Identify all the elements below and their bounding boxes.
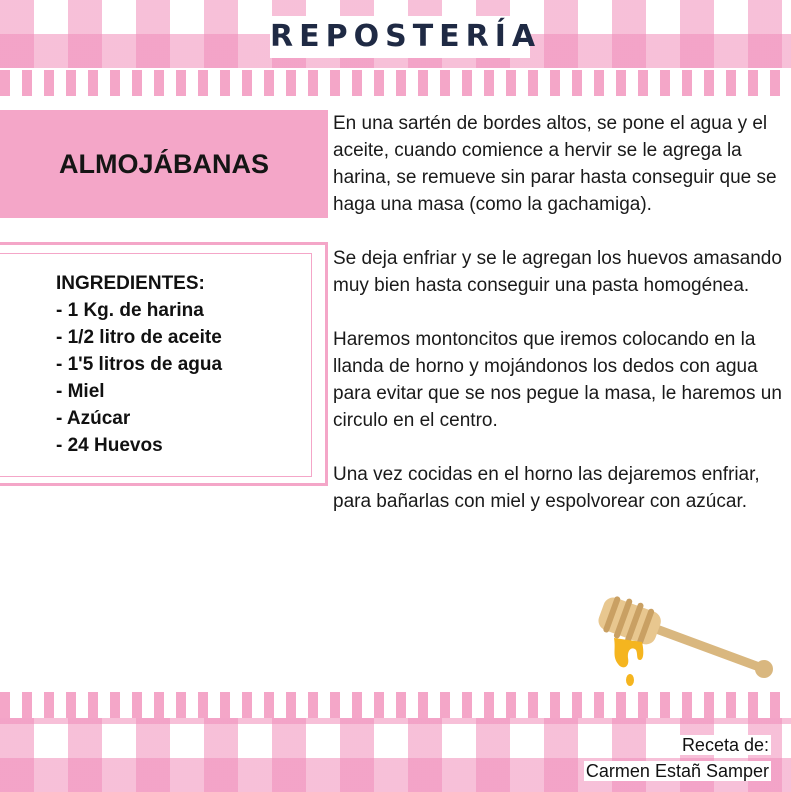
step-paragraph: En una sartén de bordes altos, se pone el agua y el aceite, cuando comience a hervir se le agrega la harina, se remueve sin parar hasta conseguir que se haga una masa (como la gachamiga).: [333, 113, 777, 215]
striped-border-top: [0, 70, 791, 96]
striped-border-bottom: [0, 692, 791, 718]
credit-author: Carmen Estañ Samper: [585, 761, 769, 781]
step-paragraph: Se deja enfriar y se le agregan los huevos amasando muy bien hasta conseguir una pasta homogénea.: [333, 248, 782, 296]
credit-label: Receta de:: [681, 735, 769, 755]
ingredient-item: - Miel: [56, 381, 105, 402]
ingredient-item: - Azúcar: [56, 408, 131, 429]
step-paragraph: Haremos montoncitos que iremos colocando en la llanda de horno y mojándonos los dedos con agua para evitar que se nos pegue la masa, le haremos un circulo en el centro.: [333, 329, 782, 431]
honey-dipper-icon: [592, 590, 782, 690]
ingredient-item: - 1/2 litro de aceite: [56, 327, 222, 348]
preparation-steps: [333, 110, 785, 542]
ingredients-list: [56, 297, 316, 459]
recipe-title: ALMOJÁBANAS: [58, 148, 269, 179]
ingredient-item: - 1 Kg. de harina: [56, 300, 204, 321]
ingredient-item: - 1'5 litros de agua: [56, 354, 223, 375]
ingredients-list-section: [56, 270, 316, 459]
recipe-title-box: [0, 110, 328, 218]
ingredient-item: - 24 Huevos: [56, 435, 163, 456]
page-title: REPOSTERÍA: [270, 16, 530, 58]
recipe-credit: [511, 732, 771, 784]
ingredients-heading: INGREDIENTES:: [56, 273, 205, 294]
step-paragraph: Una vez cocidas en el horno las dejaremos enfriar, para bañarlas con miel y espolvorear con azúcar.: [333, 464, 760, 512]
